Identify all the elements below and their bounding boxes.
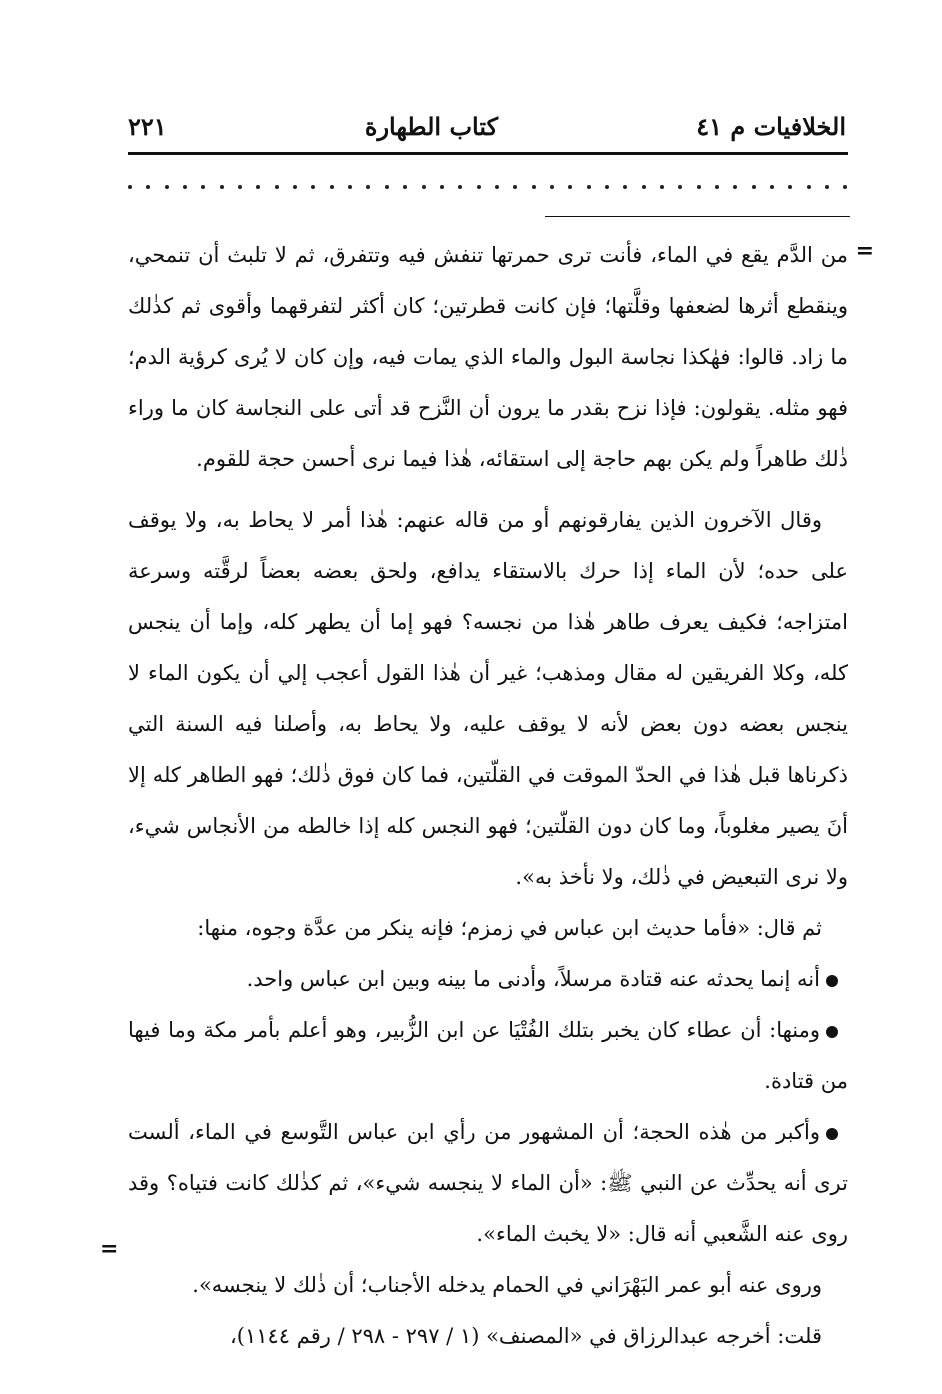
- bullet-item-3: [128, 1107, 848, 1260]
- separator-dot: [183, 185, 187, 189]
- separator-dot: [238, 185, 242, 189]
- separator-dot: [477, 185, 481, 189]
- separator-dot: [678, 185, 682, 189]
- paragraph-3: ثم قال: «فأما حديث ابن عباس في زمزم؛ فإنه ينكر من عدَّة وجوه، منها:: [197, 916, 822, 940]
- bullet-icon: [826, 975, 838, 987]
- bullet-item-1-text: أنه إنما يحدثه عنه قتادة مرسلاً، وأدنى ما بينه وبين ابن عباس واحد.: [246, 967, 820, 991]
- footnote-text: [128, 230, 848, 1362]
- separator-dot: [715, 185, 719, 189]
- separator-dot: [697, 185, 701, 189]
- separator-dot: [513, 185, 517, 189]
- continuation-mark-end: =: [100, 1236, 119, 1262]
- separator-dot: [770, 185, 774, 189]
- paragraph-1: من الدَّم يقع في الماء، فأنت ترى حمرتها تنفش فيه وتتفرق، ثم لا تلبث أن تنمحي، وينقطع أثرها لضعفها وقلَّتها؛ فإن كانت قطرتين؛ كان أكثر لتفرقهما وأقوى ثم كذٰلك ما زاد. قالوا: فهٰكذا نجاسة البول والماء الذي يمات فيه، وإن كان لا يُرى كرؤية الدم؛ فهو مثله. يقولون: فإذا نزح بقدر ما يرون أن النَّزح قد أتى على النجاسة كان ما وراء ذٰلك طاهراً ولم يكن بهم حاجة إلى استقائه، هٰذا فيما نرى أحسن حجة للقوم.: [128, 243, 848, 471]
- separator-dot: [642, 185, 646, 189]
- header-rule: [128, 152, 848, 155]
- separator-dot: [660, 185, 664, 189]
- footnote-rule: [545, 216, 850, 217]
- bullet-icon: [826, 1026, 838, 1038]
- chapter-title: كتاب الطهارة: [364, 111, 499, 141]
- separator-dot: [843, 185, 847, 189]
- separator-dot: [532, 185, 536, 189]
- separator-dot: [495, 185, 499, 189]
- separator-dot: [605, 185, 609, 189]
- paragraph-5: قلت: أخرجه عبدالرزاق في «المصنف» (١ / ٢٩٧ - ٢٩٨ / رقم ١١٤٤)،: [229, 1324, 822, 1348]
- separator-dot: [733, 185, 737, 189]
- separator-dot: [422, 185, 426, 189]
- separator-dot: [330, 185, 334, 189]
- separator-dot: [385, 185, 389, 189]
- dotted-separator: [128, 172, 848, 202]
- separator-dot: [146, 185, 150, 189]
- paragraph-4: وروى عنه أبو عمر البَهْرَاني في الحمام يدخله الأجناب؛ أن ذٰلك لا ينجسه».: [192, 1273, 822, 1297]
- separator-dot: [348, 185, 352, 189]
- separator-dot: [752, 185, 756, 189]
- bullet-icon: [826, 1128, 838, 1140]
- page-number: ٢٢١: [128, 111, 167, 141]
- separator-dot: [788, 185, 792, 189]
- paragraph-2: وقال الآخرون الذين يفارقونهم أو من قاله عنهم: هٰذا أمر لا يحاط به، ولا يوقف على حده؛ لأن الماء إذا حرك بالاستقاء يدافع، ولحق بعضه بعضاً لرقَّته وسرعة امتزاجه؛ فكيف يعرف طاهر هٰذا من نجسه؟ فهو إما أن يطهر كله، وإما أن ينجس كله، وكلا الفريقين له مقال ومذهب؛ غير أن هٰذا القول أعجب إلي أن يكون الماء لا ينجس بعضه دون بعض لأنه لا يوقف عليه، ولا يحاط به، وأصلنا فيه السنة التي ذكرناها قبل هٰذا في الحدّ الموقت في القلّتين، فما كان فوق ذٰلك؛ فهو الطاهر كله إلا أنَ يصير مغلوباً، وما كان دون القلّتين؛ فهو النجس كله إذا خالطه من الأنجاس شيء، ولا نرى التبعيض في ذٰلك، ولا نأخذ به».: [128, 508, 848, 889]
- separator-dot: [825, 185, 829, 189]
- running-title: الخلافيات م ٤١: [696, 111, 846, 141]
- separator-dot: [587, 185, 591, 189]
- bullet-item-1: [128, 954, 848, 1005]
- separator-dot: [807, 185, 811, 189]
- separator-dot: [201, 185, 205, 189]
- separator-dot: [568, 185, 572, 189]
- separator-dot: [623, 185, 627, 189]
- separator-dot: [366, 185, 370, 189]
- separator-dot: [165, 185, 169, 189]
- separator-dot: [275, 185, 279, 189]
- separator-dot: [440, 185, 444, 189]
- separator-dot: [458, 185, 462, 189]
- page-header: [128, 106, 846, 146]
- bullet-item-2-text: ومنها: أن عطاء كان يخبر بتلك الفُتْيَا عن ابن الزُّبير، وهو أعلم بأمر مكة وما فيها من قتادة.: [128, 1018, 848, 1093]
- separator-dot: [293, 185, 297, 189]
- separator-dot: [256, 185, 260, 189]
- separator-dot: [403, 185, 407, 189]
- separator-dot: [550, 185, 554, 189]
- separator-dot: [220, 185, 224, 189]
- bullet-item-3-text: وأكبر من هٰذه الحجة؛ أن المشهور من رأي ابن عباس التَّوسع في الماء، ألست ترى أنه يحدِّث عن النبي ﷺ: «أن الماء لا ينجسه شيء»، ثم كذٰلك كانت فتياه؟ وقد روى عنه الشَّعبي أنه قال: «لا يخبث الماء».: [128, 1120, 848, 1246]
- separator-dot: [311, 185, 315, 189]
- continuation-mark-start: =: [855, 238, 874, 264]
- separator-dot: [128, 185, 132, 189]
- bullet-item-2: [128, 1005, 848, 1107]
